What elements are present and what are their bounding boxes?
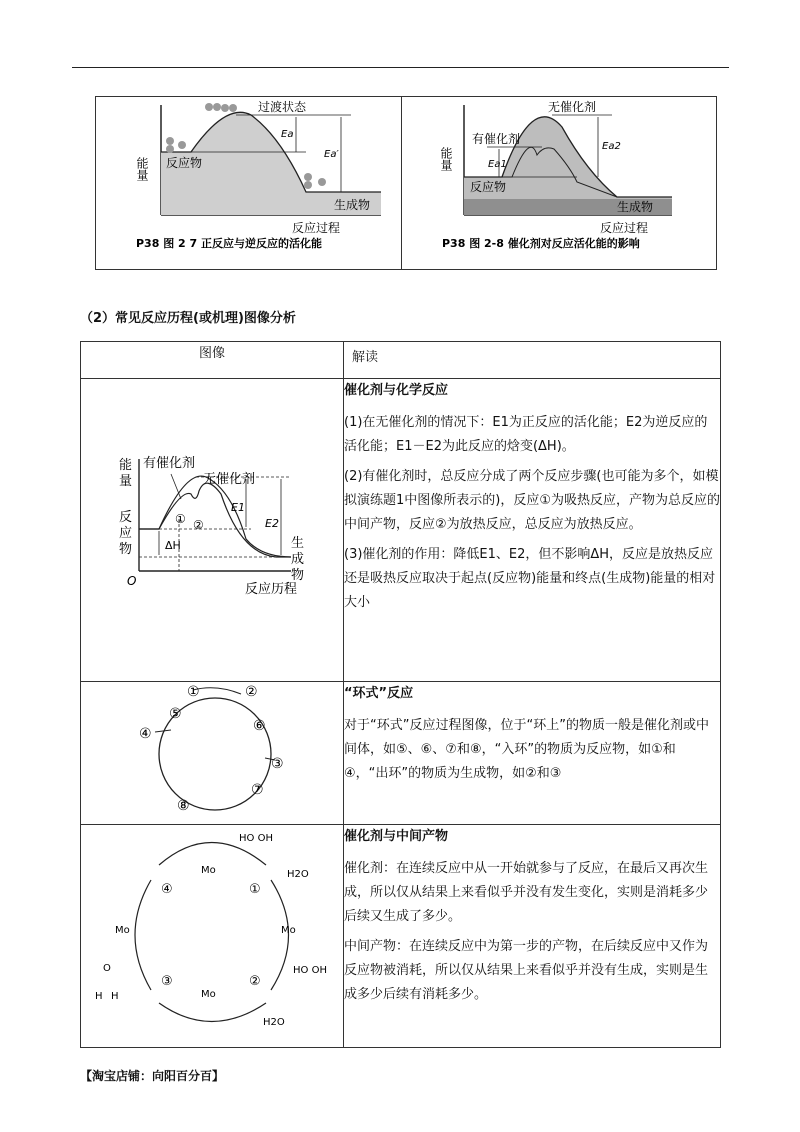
right-fig-xlabel: 反应过程: [600, 221, 649, 235]
top-rule: [72, 67, 729, 68]
diol-bottom: HO OH: [293, 965, 327, 976]
footer: 【淘宝店铺：向阳百分百】: [80, 1069, 225, 1083]
r1-with-catalyst: 有催化剂: [143, 456, 196, 471]
r1-without-catalyst: 无催化剂: [203, 472, 256, 487]
row3-reading-cell: [344, 825, 721, 1048]
table-header-row: [81, 342, 721, 379]
left-fig-xlabel: 反应过程: [292, 221, 341, 235]
r1-step1: ①: [175, 512, 186, 526]
table-row: [81, 682, 721, 825]
left-fig-ea-prime: Ea′: [324, 149, 339, 160]
cycle-node-7: ⑦: [251, 782, 264, 798]
cycle-node-1: ①: [187, 684, 200, 700]
r1-product-3: 物: [291, 568, 305, 583]
step-4: ④: [161, 882, 173, 897]
mo-right: Mo: [281, 925, 296, 936]
mo-catalytic-cycle: [81, 825, 343, 1043]
cycle-node-2: ②: [245, 684, 258, 700]
row2-title: “环式”反应: [344, 686, 414, 701]
step-3: ③: [161, 974, 173, 989]
right-fig-ylabel: 能量: [439, 147, 453, 171]
row3-title: 催化剂与中间产物: [344, 829, 449, 844]
cycle-node-5: ⑤: [169, 706, 182, 722]
right-fig-no-catalyst: 无催化剂: [548, 100, 597, 114]
r1-reactant-3: 物: [119, 542, 133, 557]
r1-energy-2: 量: [119, 474, 133, 489]
row2-p1: 对于“环式”反应过程图像，位于“环上”的物质一般是催化剂或中间体，如⑤、⑥、⑦和⑧，“入环”的物质为反应物，如①和④，“出环”的物质为生成物，如②和③: [344, 718, 709, 781]
diol-top: HO OH: [239, 833, 273, 844]
header-image: 图像: [81, 342, 344, 379]
row1-p3: (3)催化剂的作用：降低E1、E2，但不影响ΔH，反应是放热反应还是吸热反应取决于起点(反应物)能量和终点(生成物)能量的相对大小: [344, 547, 716, 610]
right-fig-reactant: 反应物: [470, 180, 507, 194]
row1-p1: (1)在无催化剂的情况下：E1为正反应的活化能；E2为逆反应的活化能；E1－E2为此反应的焓变(ΔH)。: [344, 415, 708, 454]
step-2: ②: [249, 974, 261, 989]
aldehyde-h2: H: [111, 991, 119, 1002]
r1-xlabel: 反应历程: [245, 582, 298, 597]
cycle-node-4: ④: [139, 726, 152, 742]
table-row: [81, 825, 721, 1048]
row1-reading-cell: [344, 379, 721, 682]
mo-left: Mo: [115, 925, 130, 936]
r1-e2: E2: [265, 517, 279, 530]
right-fig-product: 生成物: [617, 200, 654, 214]
aldehyde-o: O: [103, 963, 111, 974]
cycle-node-6: ⑥: [253, 718, 266, 734]
water-top: H2O: [287, 869, 309, 880]
cyclic-reaction-diagram: [81, 682, 343, 820]
analysis-table: [80, 341, 721, 1048]
left-fig-ea: Ea: [281, 129, 294, 140]
cycle-node-3: ③: [271, 756, 284, 772]
r1-product-2: 成: [291, 552, 305, 567]
activation-energy-figure: [96, 97, 400, 269]
row1-image-cell: [81, 379, 344, 682]
aldehyde-h1: H: [95, 991, 103, 1002]
row1-p2: (2)有催化剂时，总反应分成了两个反应步骤(也可能为多个，如模拟演练题1中图像所表示的)，反应①为吸热反应，产物为总反应的中间产物，反应②为放热反应，总反应为放热反应。: [344, 469, 720, 532]
mo-bottom: Mo: [201, 989, 216, 1000]
table-row: [81, 379, 721, 682]
r1-reactant-1: 反: [119, 510, 133, 525]
r1-product-1: 生: [291, 536, 305, 551]
row1-title: 催化剂与化学反应: [344, 383, 449, 398]
left-fig-transition: 过渡状态: [258, 100, 307, 114]
catalyst-activation-figure: [402, 97, 716, 269]
r1-reactant-2: 应: [119, 526, 133, 541]
catalyst-energy-diagram: [81, 379, 343, 677]
row3-image-cell: [81, 825, 344, 1048]
left-fig-reactant: 反应物: [166, 156, 203, 170]
row3-p1: 催化剂：在连续反应中从一开始就参与了反应，在最后又再次生成，所以仅从结果上来看似乎并没有发生变化，实则是消耗多少后续又生成了多少。: [344, 861, 709, 924]
header-reading: 解读: [344, 342, 721, 379]
r1-energy-1: 能: [119, 458, 133, 473]
r1-origin: O: [127, 574, 137, 588]
right-fig-catalyst: 有催化剂: [472, 132, 521, 146]
r1-step2: ②: [193, 518, 204, 532]
water-bottom: H2O: [263, 1017, 285, 1028]
r1-dh: ΔH: [165, 539, 181, 552]
r1-e1: E1: [231, 501, 245, 514]
row2-image-cell: [81, 682, 344, 825]
left-fig-caption: P38 图 2 7 正反应与逆反应的活化能: [136, 237, 322, 250]
mo-top: Mo: [201, 865, 216, 876]
right-fig-ea2: Ea2: [602, 141, 621, 152]
section-title: （2）常见反应历程(或机理)图像分析: [80, 311, 296, 326]
left-fig-product: 生成物: [334, 198, 371, 212]
left-fig-ylabel: 能量: [135, 157, 149, 181]
right-fig-ea1: Ea1: [488, 159, 507, 170]
cycle-node-8: ⑧: [177, 798, 190, 814]
row3-p2: 中间产物：在连续反应中为第一步的产物，在后续反应中又作为反应物被消耗，所以仅从结果上来看似乎并没有生成，实则是生成多少后续有消耗多少。: [344, 939, 709, 1002]
right-fig-caption: P38 图 2-8 催化剂对反应活化能的影响: [442, 237, 640, 250]
step-1: ①: [249, 882, 261, 897]
row2-reading-cell: [344, 682, 721, 825]
